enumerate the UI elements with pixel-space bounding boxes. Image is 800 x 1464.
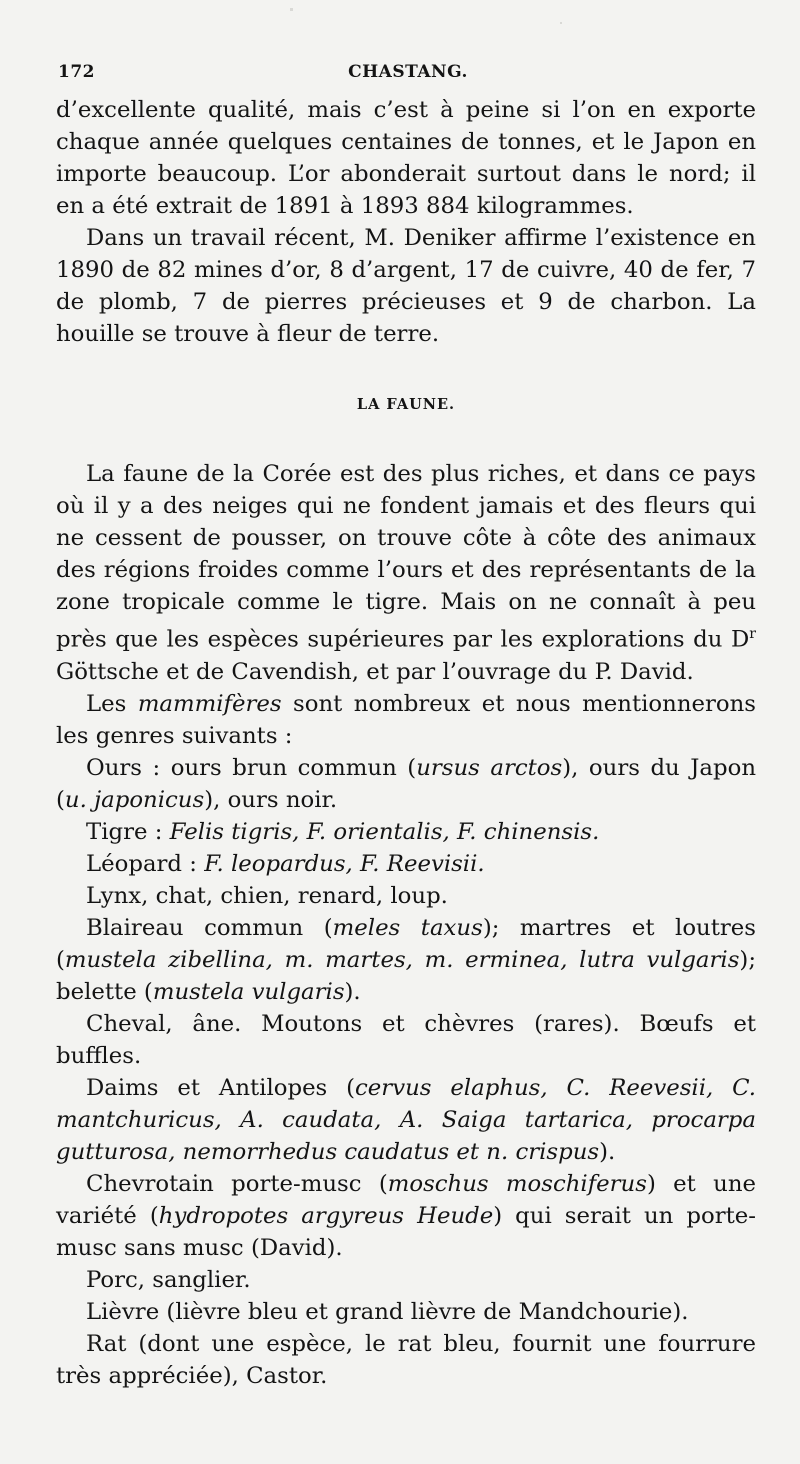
entry-leopard (56, 848, 756, 880)
entry-rat: Rat (dont une espèce, le rat bleu, fournit une fourrure très appréciée), Castor. (56, 1330, 756, 1389)
doctor-superscript: r (749, 626, 756, 642)
section-title: LA FAUNE. (356, 396, 456, 413)
entry-chevrotain (56, 1168, 756, 1264)
entry-lievre: Lièvre (lièvre bleu et grand lièvre de Mandchourie). (86, 1298, 689, 1325)
text-run: Léopard : (86, 850, 205, 877)
mines-section (56, 94, 756, 350)
text-run: Daims et Antilopes ( (86, 1074, 356, 1101)
paper-speck (560, 22, 562, 24)
entry-daims (56, 1072, 756, 1168)
species-name: F. leopardus, F. Reevisii. (204, 850, 485, 877)
entry-lynx: Lynx, chat, chien, renard, loup. (86, 882, 448, 909)
paragraph-continuation: d’excellente qualité, mais c’est à peine si l’on en exporte chaque année quelques centaines de tonnes, et le Japon en importe beaucoup. L’or abonderait surtout dans le nord; il en a été extrait de 1891 à 1893 884 kilogrammes. (56, 97, 756, 219)
italic-term: mammifères (137, 690, 282, 717)
page-header (58, 62, 758, 90)
species-name: Felis tigris, F. orientalis, F. chinensis. (169, 818, 600, 845)
entry-ours (56, 752, 756, 816)
paragraph-deniker: Dans un travail récent, M. Deniker affirme l’existence en 1890 de 82 mines d’or, 8 d’argent, 17 de cuivre, 40 de fer, 7 de plomb, 7 de pierres précieuses et 9 de charbon. La houille se trouve à fleur de terre. (56, 225, 756, 347)
text-run: ); martres et loutres ( (56, 914, 756, 973)
species-name: moschus moschiferus (387, 1170, 647, 1197)
paper-speck (290, 8, 293, 11)
running-title: CHASTANG. (348, 62, 468, 82)
faune-section (56, 458, 756, 1392)
entry-blaireau (56, 912, 756, 1008)
species-name: mustela vulgaris (152, 978, 345, 1005)
entry-tigre (56, 816, 756, 848)
text-run: ), ours noir. (204, 786, 338, 813)
text-run: Ours : ours brun commun ( (86, 754, 417, 781)
text-run: Tigre : (86, 818, 170, 845)
entry-porc: Porc, sanglier. (86, 1266, 251, 1293)
species-name: cervus elaphus, C. Reevesii, C. mantchuricus, A. caudata, A. Saiga tartarica, procarpa gutturosa, nemorrhedus caudatus et n. crispus (56, 1074, 756, 1165)
text-run: sont nombreux et nous mentionnerons les genres suivants : (56, 690, 757, 749)
species-name: ursus arctos (416, 754, 563, 781)
intro-text-end: Göttsche et de Cavendish, et par l’ouvrage du P. David. (56, 658, 694, 685)
species-name: u. japonicus (64, 786, 205, 813)
text-run: ), ours du Japon ( (56, 754, 756, 813)
paragraph-mammiferes (56, 688, 756, 752)
text-run: ). (599, 1138, 616, 1165)
intro-text: La faune de la Corée est des plus riches, et dans ce pays où il y a des neiges qui ne fondent jamais et des fleurs qui ne cessent de pousser, on trouve côte à côte des animaux des régions froides comme l’ours et des représentants de la zone tropicale comme le tigre. Mais on ne connaît à peu près que les espèces supérieures par les explorations du D (56, 461, 756, 653)
page-number: 172 (58, 62, 95, 82)
species-name: hydropotes argyreus Heude (158, 1202, 494, 1229)
text-run: ). (344, 978, 361, 1005)
text-run: Les (86, 690, 138, 717)
text-run: Blaireau commun ( (86, 914, 333, 941)
text-run: ) et une variété ( (56, 1170, 756, 1229)
text-run: Chevrotain porte-musc ( (86, 1170, 388, 1197)
species-name: meles taxus (332, 914, 483, 941)
paragraph-intro (56, 458, 756, 688)
text-run: ); belette ( (56, 946, 756, 1005)
text-run: ) qui serait un porte-musc sans musc (David). (56, 1202, 756, 1261)
species-name: mustela zibellina, m. martes, m. erminea, lutra vulgaris (64, 946, 740, 973)
entry-cheval: Cheval, âne. Moutons et chèvres (rares). Bœufs et buffles. (56, 1010, 756, 1069)
